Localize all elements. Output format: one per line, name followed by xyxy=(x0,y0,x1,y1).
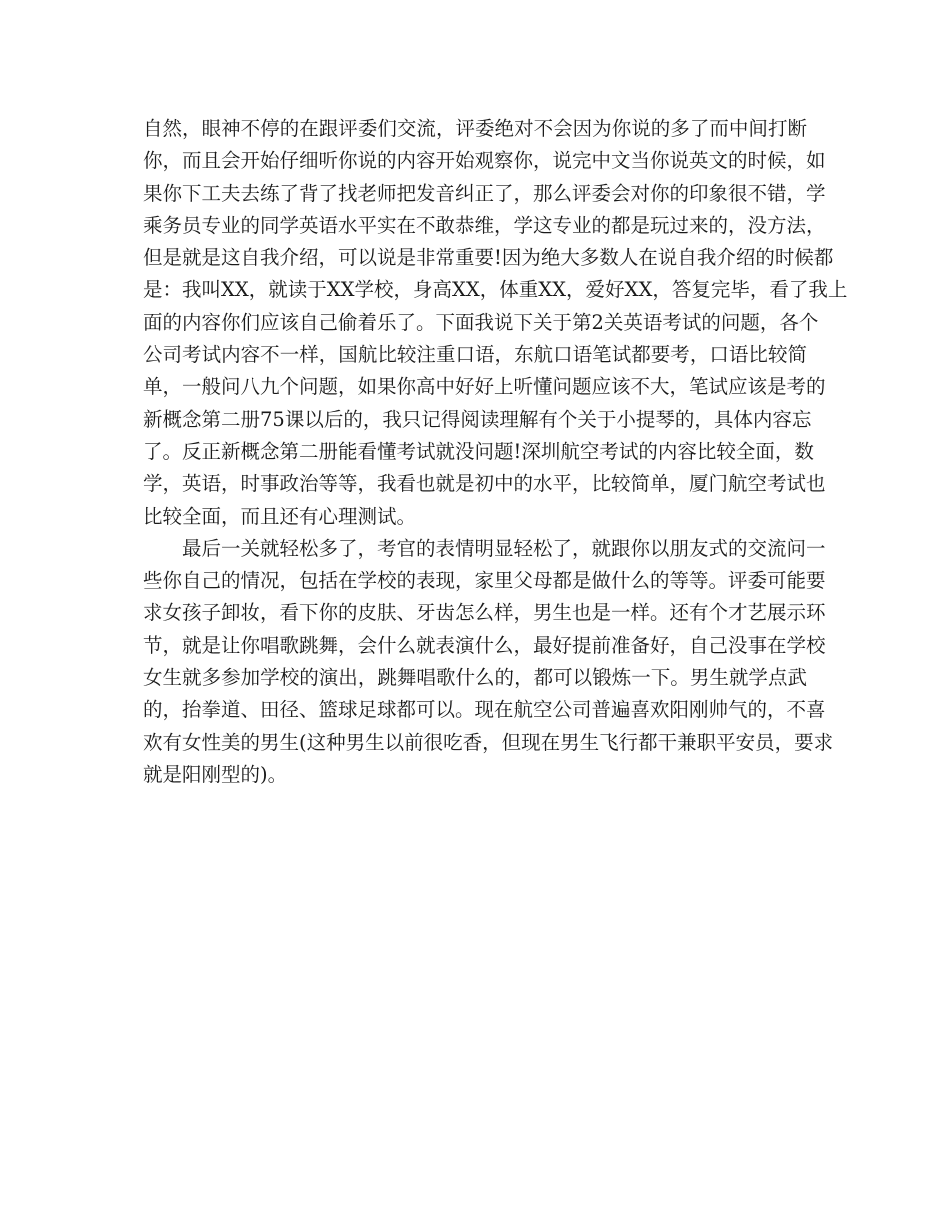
text-line: 节，就是让你唱歌跳舞，会什么就表演什么，最好提前准备好，自己没事在学校 xyxy=(143,633,826,657)
text-line: 欢有女性美的男生(这种男生以前很吃香，但现在男生飞行都干兼职平安员，要求 xyxy=(143,730,834,754)
text-line: 些你自己的情况，包括在学校的表现，家里父母都是做什么的等等。评委可能要 xyxy=(143,569,826,593)
text-line: 最后一关就轻松多了，考官的表情明显轻松了，就跟你以朋友式的交流问一 xyxy=(182,536,826,560)
text-line: 公司考试内容不一样，国航比较注重口语，东航口语笔试都要考，口语比较简 xyxy=(143,343,807,367)
text-line: 但是就是这自我介绍，可以说是非常重要!因为绝大多数人在说自我介绍的时候都 xyxy=(143,246,834,270)
text-line: 新概念第二册75课以后的，我只记得阅读理解有个关于小提琴的，具体内容忘 xyxy=(143,407,812,431)
text-line: 果你下工夫去练了背了找老师把发音纠正了，那么评委会对你的印象很不错，学 xyxy=(143,181,826,205)
text-line: 求女孩子卸妆，看下你的皮肤、牙齿怎么样，男生也是一样。还有个才艺展示环 xyxy=(143,601,826,625)
paragraph-2 xyxy=(143,533,834,791)
paragraph-1 xyxy=(143,113,848,533)
text-line: 自然，眼神不停的在跟评委们交流，评委绝对不会因为你说的多了而中间打断 xyxy=(143,117,807,140)
text-line: 了。反正新概念第二册能看懂考试就没问题!深圳航空考试的内容比较全面，数 xyxy=(143,439,814,463)
text-line: 比较全面，而且还有心理测试。 xyxy=(143,504,417,528)
document-body xyxy=(143,113,848,791)
text-line: 是：我叫XX，就读于XX学校，身高XX，体重XX，爱好XX，答复完毕，看了我上 xyxy=(143,278,848,302)
text-line: 单，一般问八九个问题，如果你高中好好上听懂问题应该不大，笔试应该是考的 xyxy=(143,375,826,399)
text-line: 你，而且会开始仔细听你说的内容开始观察你，说完中文当你说英文的时候，如 xyxy=(143,149,826,173)
text-line: 乘务员专业的同学英语水平实在不敢恭维，学这专业的都是玩过来的，没方法， xyxy=(143,213,826,237)
text-line: 学，英语，时事政治等等，我看也就是初中的水平，比较简单，厦门航空考试也 xyxy=(143,472,826,496)
text-line: 就是阳刚型的)。 xyxy=(143,762,288,786)
text-line: 的，抬拳道、田径、篮球足球都可以。现在航空公司普遍喜欢阳刚帅气的，不喜 xyxy=(143,698,826,722)
text-line: 面的内容你们应该自己偷着乐了。下面我说下关于第2关英语考试的问题，各个 xyxy=(143,310,819,334)
text-line: 女生就多参加学校的演出，跳舞唱歌什么的，都可以锻炼一下。男生就学点武 xyxy=(143,666,807,690)
